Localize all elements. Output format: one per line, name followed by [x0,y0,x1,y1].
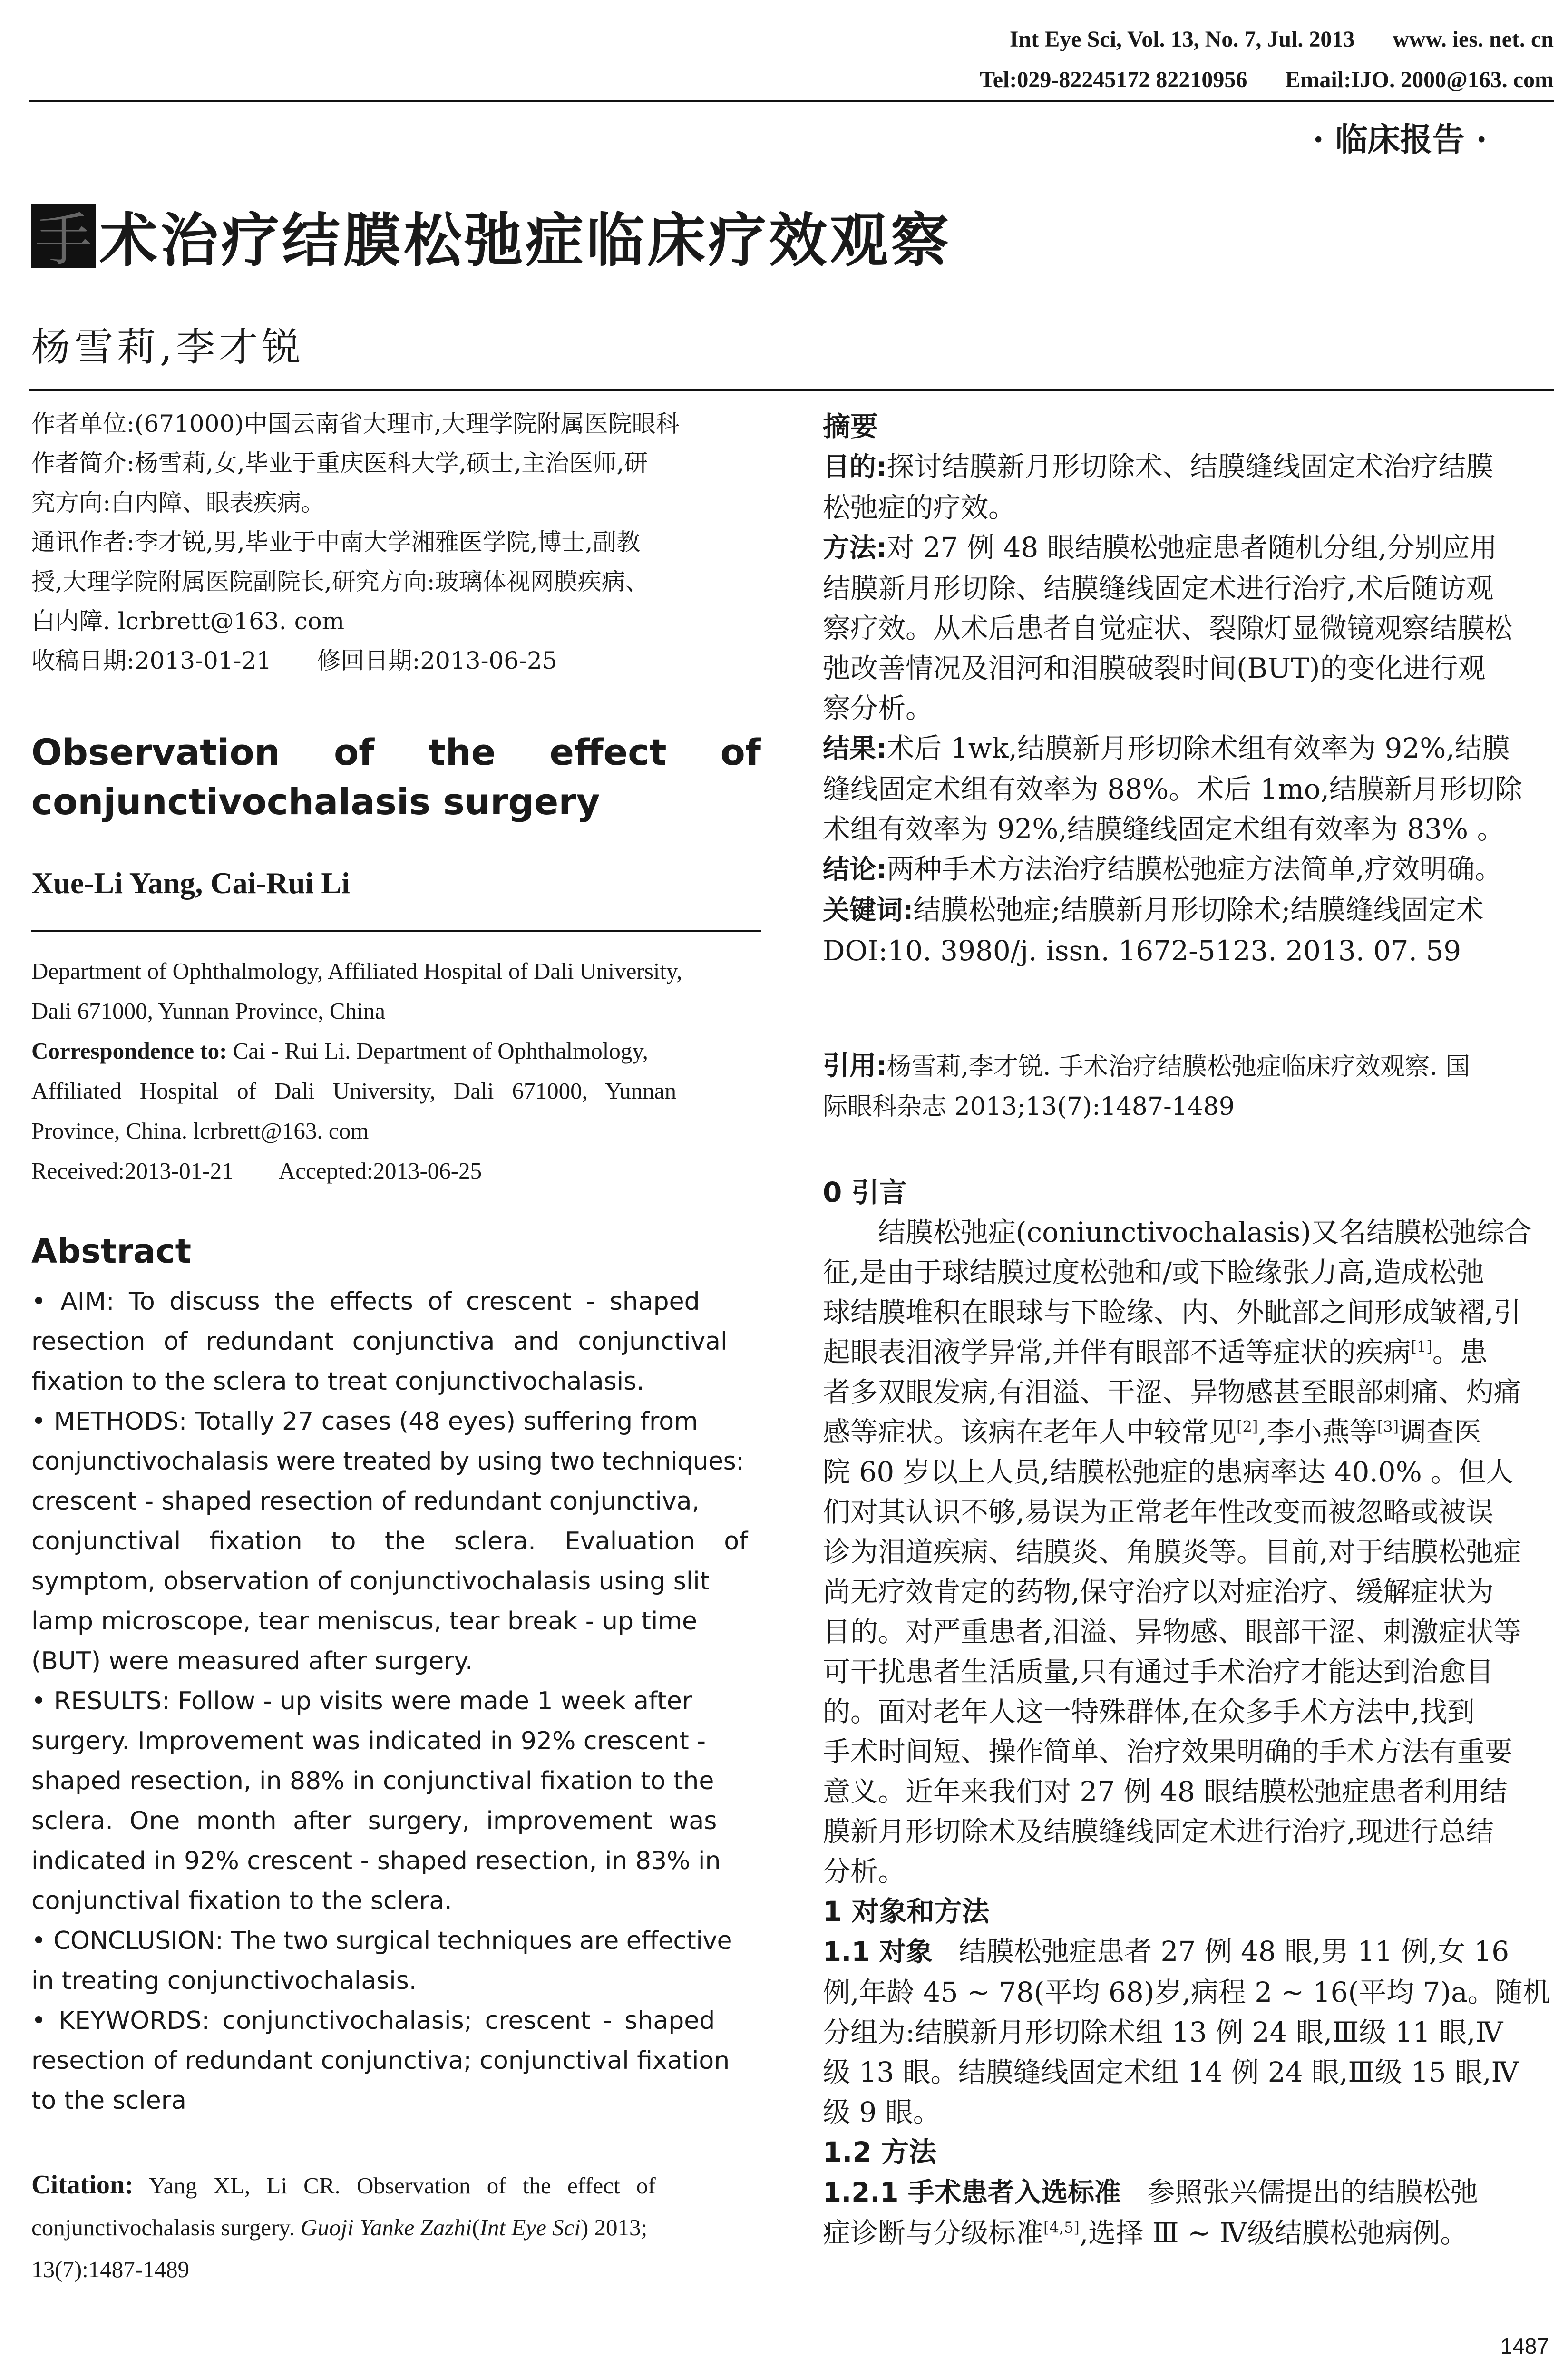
abstract-heading: Abstract [31,1232,192,1271]
citation-line: 13(7):1487-1489 [31,2256,190,2282]
citation-zh-text: 杨雪莉,李才锐. 手术治疗结膜松弛症临床疗效观察. 国 [886,1052,1471,1081]
abstract-line: to the sclera [31,2086,186,2115]
subsection-label: 1.2.1 手术患者入选标准 [823,2177,1121,2208]
methods-heading: 1 对象和方法 [823,1895,990,1928]
body-line: 征,是由于球结膜过度松弛和/或下睑缘张力高,造成松弛 [823,1256,1484,1288]
abstract-line: • AIM: To discuss the effects of crescent - shaped [31,1287,700,1316]
journal-website: www. ies. net. cn [1393,27,1554,52]
methods-label: 方法: [823,533,887,564]
citation-zh [823,1046,1558,1127]
conclusion-text: 两种手术方法治疗结膜松弛症方法简单,疗效明确。 [886,853,1502,885]
page-number: 1487 [1500,2334,1549,2358]
citation-en [31,2164,761,2290]
abstract-line: resection of redundant conjunctiva; conjunctival fixation [31,2046,730,2075]
journal-citation: Int Eye Sci, Vol. 13, No. 7, Jul. 2013 [1009,27,1355,52]
abstract-line: fixation to the sclera to treat conjunctivochalasis. [31,1367,644,1396]
citation-text: Yang XL, Li CR. Observation of the effect of [133,2172,656,2199]
body-line: 者多双眼发病,有泪溢、干涩、异物感甚至眼部刺痛、灼痛 [823,1376,1521,1408]
abstract-line: conjunctivochalasis were treated by using two techniques: [31,1447,744,1476]
body-line: 意义。近年来我们对 27 例 48 眼结膜松弛症患者利用结 [823,1775,1508,1808]
methods-line: 结膜新月形切除、结膜缝线固定术进行治疗,术后随访观 [823,572,1494,604]
ref-citation[interactable]: [2] [1237,1417,1258,1436]
title-rule [29,389,1554,391]
abstract-line: in treating conjunctivochalasis. [31,1967,417,1995]
methods-line [823,527,1558,568]
body-line [823,2172,1558,2213]
title-en-word: of [720,731,761,773]
header-rule [29,100,1554,102]
ref-citation[interactable]: [3] [1377,1417,1399,1436]
body-line: 分析。 [823,1855,906,1888]
body-line: 可干扰患者生活质量,只有通过手术治疗才能达到治愈目 [823,1656,1494,1688]
correspondence-label: Correspondence to: [31,1038,227,1064]
citation-journal: Guoji Yanke Zazhi [301,2214,472,2241]
citation-label: Citation: [31,2170,134,2200]
affiliation-line: 通讯作者:李才锐,男,毕业于中南大学湘雅医学院,博士,副教 [31,528,641,556]
body-line: 手术时间短、操作简单、治疗效果明确的手术方法有重要 [823,1735,1513,1768]
abstract-line: • CONCLUSION: The two surgical techniques are effective [31,1927,732,1955]
affiliation-line: 收稿日期:2013-01-21 修回日期:2013-06-25 [31,647,557,674]
affiliation-line: 究方向:白内障、眼表疾病。 [31,489,325,516]
body-line [823,1332,1558,1372]
methods-line: 弛改善情况及泪河和泪膜破裂时间(BUT)的变化进行观 [823,652,1486,684]
subsection-heading: 1.2 方法 [823,2136,936,2168]
body-line: 的。面对老年人这一特殊群体,在众多手术方法中,找到 [823,1695,1475,1728]
citation-text: ( [472,2214,480,2241]
body-line [823,2213,1558,2253]
title-first-char-mark: 手 [31,204,96,268]
article-title [31,200,952,274]
title-text: 术治疗结膜松弛症临床疗效观察 [99,205,952,274]
intro-heading: 0 引言 [823,1176,907,1208]
affiliation-line: 授,大理学院附属医院副院长,研究方向:玻璃体视网膜疾病、 [31,568,649,595]
received-line: Received:2013-01-21 Accepted:2013-06-25 [31,1158,482,1184]
abstract-line: conjunctival fixation to the sclera. Evaluation of [31,1527,748,1556]
results-line [823,728,1558,769]
results-label: 结果: [823,733,887,764]
body-text-span: 参照张兴儒提出的结膜松弛 [1120,2176,1479,2208]
title-en-word: of [333,731,375,773]
authors-en: Xue-Li Yang, Cai-Rui Li [31,866,350,900]
abstract-line: indicated in 92% crescent - shaped resection, in 83% in [31,1847,721,1875]
abstract-en-body [31,1282,761,2121]
title-en-line2: conjunctivochalasis surgery [31,780,600,823]
ref-citation[interactable]: [4,5] [1043,2218,1080,2237]
abstract-line: shaped resection, in 88% in conjunctival fixation to the [31,1767,714,1795]
section-label: · 临床报告 · [1313,121,1487,159]
abstract-line: • RESULTS: Follow - up visits were made 1 week after [31,1687,692,1715]
abstract-line: (BUT) were measured after surgery. [31,1647,473,1676]
journal-tel: Tel:029-82245172 82210956 [980,67,1247,92]
body-line: 目的。对严重患者,泪溢、异物感、眼部干涩、刺激症状等 [823,1616,1521,1648]
results-line: 术组有效率为 92%,结膜缝线固定术组有效率为 83% 。 [823,813,1505,845]
conclusion-label: 结论: [823,854,887,885]
abstract-zh [823,407,1558,971]
abstract-line: conjunctival fixation to the sclera. [31,1887,452,1915]
abstract-line: lamp microscope, tear meniscus, tear break - up time [31,1607,697,1636]
dept-line: Department of Ophthalmology, Affiliated Hospital of Dali University, [31,958,682,984]
body-line: 尚无疗效肯定的药物,保守治疗以对症治疗、缓解症状为 [823,1576,1494,1608]
methods-line: 察疗效。从术后患者自觉症状、裂隙灯显微镜观察结膜松 [823,612,1513,644]
affiliation-line: 作者简介:杨雪莉,女,毕业于重庆医科大学,硕士,主治医师,研 [31,449,648,477]
methods-line: 察分析。 [823,692,934,724]
keywords-label: 关键词: [823,895,914,926]
aim-text: 探讨结膜新月形切除术、结膜缝线固定术治疗结膜 [886,450,1494,483]
abstract-line: • KEYWORDS: conjunctivochalasis; crescent - shaped [31,2007,715,2035]
body-line: 例,年龄 45 ~ 78(平均 68)岁,病程 2 ~ 16(平均 7)a。随机 [823,1976,1550,2008]
title-en-word: the [428,731,496,773]
body-line: 们对其认识不够,易误为正常老年性改变而被忽略或被误 [823,1496,1494,1528]
body-text-span: 调查医 [1399,1416,1482,1448]
journal-email: Email:IJO. 2000@163. com [1285,67,1554,92]
ref-citation[interactable]: [1] [1411,1337,1432,1356]
keywords-text: 结膜松弛症;结膜新月形切除术;结膜缝线固定术 [913,894,1484,926]
keywords-line [823,890,1558,931]
doi-line: DOI:10. 3980/j. issn. 1672-5123. 2013. 07. 59 [823,935,1461,967]
authors-rule [31,930,761,932]
aim-label: 目的: [823,452,887,483]
authors-zh: 杨雪莉,李才锐 [31,325,305,370]
abstract-zh-heading: 摘要 [823,410,878,443]
citation-zh-line: 际眼科杂志 2013;13(7):1487-1489 [823,1092,1235,1121]
body-line: 分组为:结膜新月形切除术组 13 例 24 眼,Ⅲ级 11 眼,Ⅳ [823,2016,1503,2048]
aim-line: 松弛症的疗效。 [823,491,1016,524]
aim-line [823,447,1558,487]
body-line [823,1412,1558,1452]
body-line: 级 9 眼。 [823,2096,941,2128]
body-text-span: ,选择 Ⅲ ~ Ⅳ级结膜松弛病例。 [1079,2217,1468,2249]
body-text-span: 起眼表泪液学异常,并伴有眼部不适等症状的疾病 [823,1336,1411,1368]
subsection-label: 1.1 对象 [823,1937,933,1968]
affiliation-line: 作者单位:(671000)中国云南省大理市,大理学院附属医院眼科 [31,410,680,438]
abstract-line: sclera. One month after surgery, improvement was [31,1807,717,1835]
citation-line [31,2207,761,2249]
citation-text: conjunctivochalasis surgery. [31,2214,301,2241]
dept-line: Affiliated Hospital of Dali University, Dali 671000, Yunnan [31,1078,676,1104]
body-line: 球结膜堆积在眼球与下睑缘、内、外眦部之间形成皱褶,引 [823,1296,1521,1328]
body-line: 院 60 岁以上人员,结膜松弛症的患病率达 40.0% 。但人 [823,1456,1514,1488]
affiliation-zh [31,404,761,681]
body-text-span: 感等症状。该病在老年人中较常见 [823,1416,1237,1448]
body-line [823,1931,1558,1972]
body-text [823,1172,1558,2253]
methods-text: 对 27 例 48 眼结膜松弛症患者随机分组,分别应用 [886,531,1498,564]
body-line: 结膜松弛症(coniunctivochalasis)又名结膜松弛综合 [878,1216,1532,1248]
conclusion-line [823,849,1558,890]
body-line: 诊为泪道疾病、结膜炎、角膜炎等。目前,对于结膜松弛症 [823,1536,1521,1568]
abstract-line: resection of redundant conjunctiva and conjunctival [31,1327,728,1356]
title-en-word: effect [549,731,667,773]
journal-header-line1 [1010,26,1554,52]
citation-zh-line [823,1046,1558,1087]
results-text: 术后 1wk,结膜新月形切除术组有效率为 92%,结膜 [886,732,1510,764]
abstract-line: crescent - shaped resection of redundant conjunctiva, [31,1487,700,1516]
dept-line: Dali 671000, Yunnan Province, China [31,998,385,1024]
abstract-line: • METHODS: Totally 27 cases (48 eyes) suffering from [31,1407,698,1436]
body-text-span: 症诊断与分级标准 [823,2217,1044,2249]
correspondence-text: Cai - Rui Li. Department of Ophthalmology, [227,1038,648,1064]
body-text-span: 结膜松弛症患者 27 例 48 眼,男 11 例,女 16 [932,1935,1510,1968]
citation-journal-short: Int Eye Sci [479,2214,581,2241]
dept-line: Province, China. lcrbrett@163. com [31,1118,369,1144]
citation-line [31,2164,761,2207]
department-en [31,951,761,1191]
body-text-span: ,李小燕等 [1258,1416,1377,1448]
abstract-line: symptom, observation of conjunctivochalasis using slit [31,1567,710,1596]
citation-zh-label: 引用: [823,1051,887,1081]
body-line: 级 13 眼。结膜缝线固定术组 14 例 24 眼,Ⅲ级 15 眼,Ⅳ [823,2056,1519,2088]
title-en [31,728,761,827]
correspondence-line [31,1031,761,1071]
journal-header-line2 [980,67,1554,93]
body-line: 膜新月形切除术及结膜缝线固定术进行治疗,现进行总结 [823,1815,1494,1848]
citation-text: ) 2013; [580,2214,648,2241]
body-text-span: 。患 [1432,1336,1488,1368]
abstract-line: surgery. Improvement was indicated in 92% crescent - [31,1727,706,1755]
affiliation-line: 白内障. lcrbrett@163. com [31,607,345,635]
title-en-word: Observation [31,731,280,773]
results-line: 缝线固定术组有效率为 88%。术后 1mo,结膜新月形切除 [823,773,1523,805]
